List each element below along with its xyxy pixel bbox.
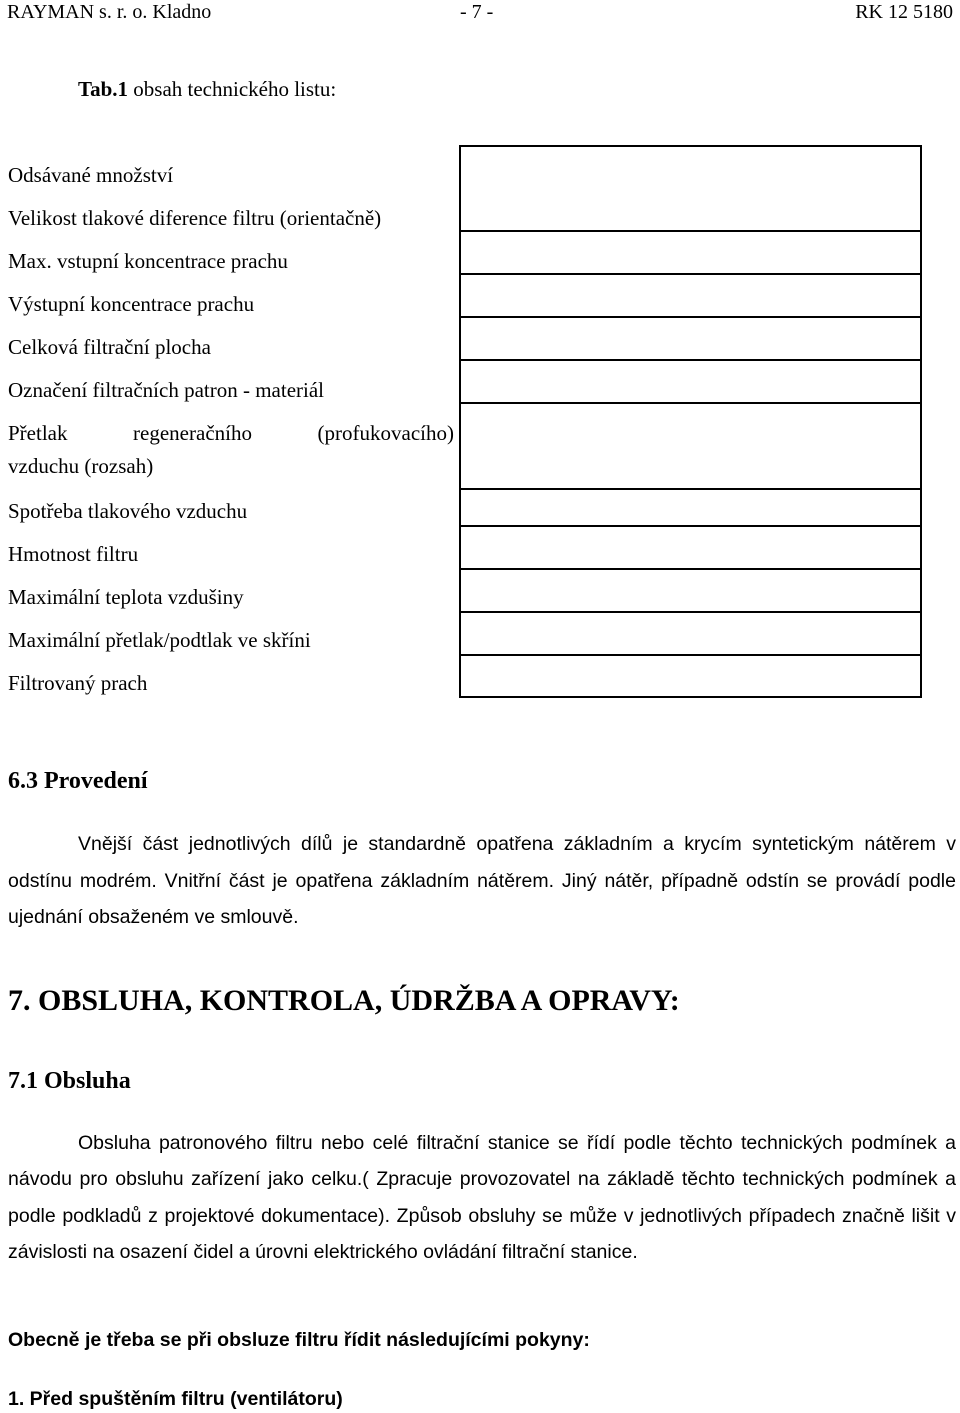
table-row-label: Hmotnost filtru xyxy=(8,542,139,566)
table-border xyxy=(460,696,922,698)
table-border xyxy=(460,359,922,361)
table-border xyxy=(460,230,922,232)
table-border xyxy=(460,488,922,490)
table-row-label-line2: vzduchu (rozsah) xyxy=(8,454,154,478)
table-border xyxy=(460,145,922,147)
list-item-1: 1. Před spuštěním filtru (ventilátoru) xyxy=(8,1388,343,1410)
table-row-label: Maximální přetlak/podtlak ve skříni xyxy=(8,628,311,652)
table-border xyxy=(460,316,922,318)
section-7-1-paragraph: Obsluha patronového filtru nebo celé filtrační stanice se řídí podle těchto technických podmínek a návodu pro obsluhu zařízení jako celku.( Zpracuje provozovatel na základě těchto technických podmínek a podle podkladů z projektové dokumentace). Způsob obsluhy se může v jednotlivých případech značně lišit v závislosti na osazení čidel a úrovni elektrického ovládání filtrační stanice. xyxy=(8,1132,956,1264)
table-border xyxy=(460,525,922,527)
section-6-3-paragraph: Vnější část jednotlivých dílů je standardně opatřena základním a krycím syntetickým nátěrem v odstínu modrém. Vnitřní část je opatřena základním nátěrem. Jiný nátěr, případně odstín se provádí podle ujednání obsaženém ve smlouvě. xyxy=(8,833,956,928)
instructions-title: Obecně je třeba se při obsluze filtru řídit následujícími pokyny: xyxy=(8,1329,590,1351)
table-row-label: Filtrovaný prach xyxy=(8,671,148,695)
table-border xyxy=(460,568,922,570)
table-border xyxy=(460,654,922,656)
table-caption xyxy=(78,76,336,102)
table-border xyxy=(460,611,922,613)
table-border xyxy=(920,145,922,698)
table-row-label-word: Přetlak xyxy=(8,421,68,445)
table-border xyxy=(459,145,461,698)
header-company: RAYMAN s. r. o. Kladno xyxy=(7,1,212,23)
table-border xyxy=(460,402,922,404)
table-caption-text: obsah technického listu: xyxy=(128,77,337,101)
table-row-label-multiline xyxy=(8,420,454,479)
table-caption-label: Tab.1 xyxy=(78,77,129,101)
section-heading-6-3: 6.3 Provedení xyxy=(8,768,148,794)
table-row-label: Odsávané množství xyxy=(8,163,174,187)
table-row-label: Celková filtrační plocha xyxy=(8,335,211,359)
section-heading-7: 7. OBSLUHA, KONTROLA, ÚDRŽBA A OPRAVY: xyxy=(8,984,680,1017)
table-row-label: Maximální teplota vzdušiny xyxy=(8,585,244,609)
table-row-label: Spotřeba tlakového vzduchu xyxy=(8,499,248,523)
table-row-label: Velikost tlakové diference filtru (orientačně) xyxy=(8,206,382,230)
table-row-label: Max. vstupní koncentrace prachu xyxy=(8,249,288,273)
table-border xyxy=(460,273,922,275)
table-row-label: Označení filtračních patron - materiál xyxy=(8,378,325,402)
header-page-number: - 7 - xyxy=(460,1,494,23)
table-row-label: Výstupní koncentrace prachu xyxy=(8,292,255,316)
table-row-label-word: regeneračního xyxy=(133,421,252,445)
section-heading-7-1: 7.1 Obsluha xyxy=(8,1068,131,1094)
table-row-label-word: (profukovacího) xyxy=(317,421,454,445)
header-document-code: RK 12 5180 xyxy=(855,1,953,23)
